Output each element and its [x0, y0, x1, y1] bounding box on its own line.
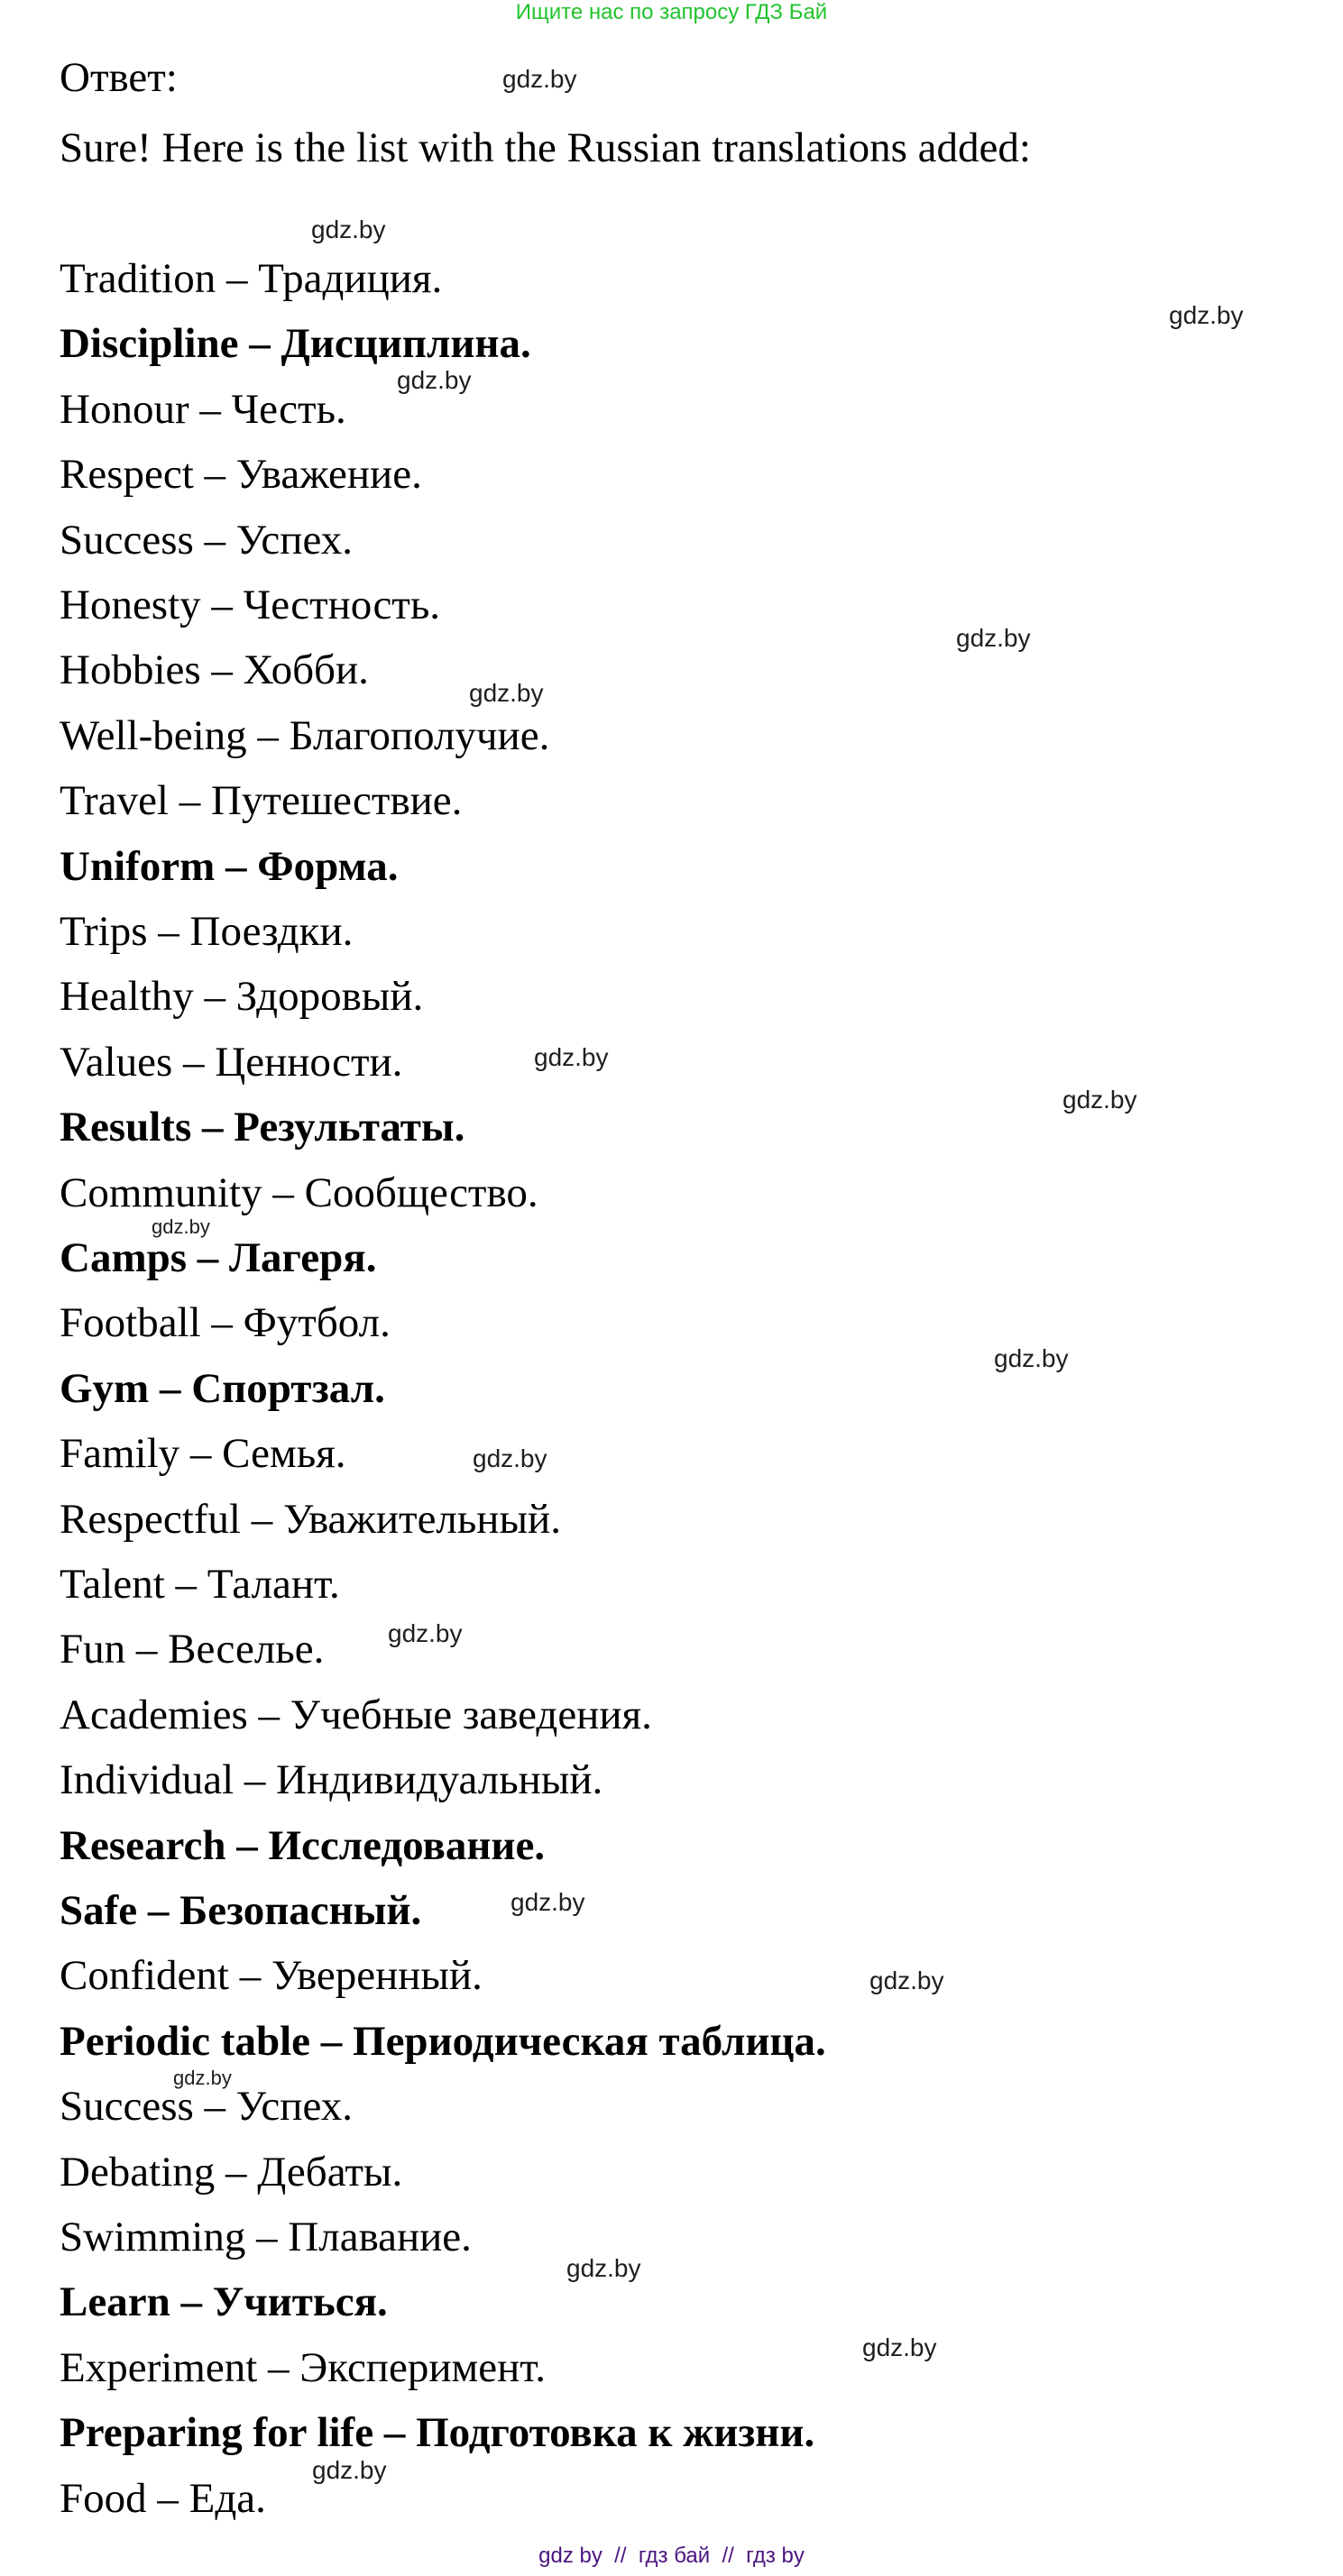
watermark: gdz.by: [388, 1619, 463, 1647]
list-item: Debating – Дебаты.: [60, 2149, 403, 2196]
list-item: Healthy – Здоровый.: [60, 973, 424, 1020]
search-hint-banner: Ищите нас по запросу ГДЗ Бай: [515, 0, 828, 24]
list-item: Preparing for life – Подготовка к жизни.: [60, 2409, 815, 2456]
list-item: Academies – Учебные заведения.: [60, 1691, 652, 1738]
list-item: Success – Успех.: [60, 517, 353, 564]
list-item: Well-being – Благополучие.: [60, 712, 550, 759]
footer-banner: gdz by // гдз бай // гдз by: [538, 2544, 805, 2568]
watermark: gdz.by: [473, 1444, 547, 1472]
list-item: Uniform – Форма.: [60, 843, 399, 890]
watermark: gdz.by: [1062, 1086, 1137, 1114]
watermark: gdz.by: [312, 2456, 387, 2484]
watermark: gdz.by: [994, 1344, 1069, 1372]
intro-text: Sure! Here is the list with the Russian translations added:: [60, 124, 1031, 171]
list-item: Learn – Учиться.: [60, 2278, 388, 2325]
watermark: gdz.by: [956, 624, 1031, 652]
watermark: gdz.by: [862, 2333, 937, 2361]
list-item: Gym – Спортзал.: [60, 1365, 385, 1412]
answer-label: Ответ:: [60, 54, 178, 101]
watermark: gdz.by: [469, 679, 544, 707]
watermark: gdz.by: [1169, 301, 1244, 329]
list-item: Results – Результаты.: [60, 1104, 465, 1150]
list-item: Hobbies – Хобби.: [60, 646, 369, 693]
list-item: Travel – Путешествие.: [60, 777, 463, 824]
watermark: gdz.by: [397, 366, 472, 394]
watermark: gdz.by: [311, 215, 386, 243]
list-item: Respect – Уважение.: [60, 451, 422, 498]
list-item: Safe – Безопасный.: [60, 1887, 422, 1934]
list-item: Family – Семья.: [60, 1430, 346, 1477]
list-item: Swimming – Плавание.: [60, 2214, 472, 2260]
watermark: gdz.by: [502, 65, 577, 93]
list-item: Success – Успех.: [60, 2083, 353, 2130]
list-item: Individual – Индивидуальный.: [60, 1756, 603, 1803]
list-item: Fun – Веселье.: [60, 1626, 325, 1673]
list-item: Talent – Талант.: [60, 1561, 340, 1608]
list-item: Trips – Поездки.: [60, 908, 354, 955]
watermark: gdz.by: [566, 2254, 641, 2282]
watermark: gdz.by: [152, 1215, 210, 1238]
list-item: Honesty – Честность.: [60, 582, 441, 628]
watermark: gdz.by: [534, 1043, 609, 1071]
list-item: Honour – Честь.: [60, 386, 346, 433]
list-item: Periodic table – Периодическая таблица.: [60, 2018, 826, 2065]
watermark: gdz.by: [511, 1888, 585, 1916]
list-item: Experiment – Эксперимент.: [60, 2344, 546, 2391]
watermark: gdz.by: [173, 2067, 232, 2089]
list-item: Values – Ценности.: [60, 1039, 403, 1086]
list-item: Tradition – Традиция.: [60, 255, 443, 302]
list-item: Discipline – Дисциплина.: [60, 320, 531, 367]
list-item: Community – Сообщество.: [60, 1169, 538, 1216]
list-item: Camps – Лагеря.: [60, 1234, 377, 1281]
list-item: Respectful – Уважительный.: [60, 1496, 561, 1543]
watermark: gdz.by: [869, 1966, 944, 1994]
list-item: Food – Еда.: [60, 2475, 266, 2522]
list-item: Football – Футбол.: [60, 1299, 391, 1346]
list-item: Confident – Уверенный.: [60, 1952, 483, 1999]
list-item: Research – Исследование.: [60, 1822, 546, 1869]
